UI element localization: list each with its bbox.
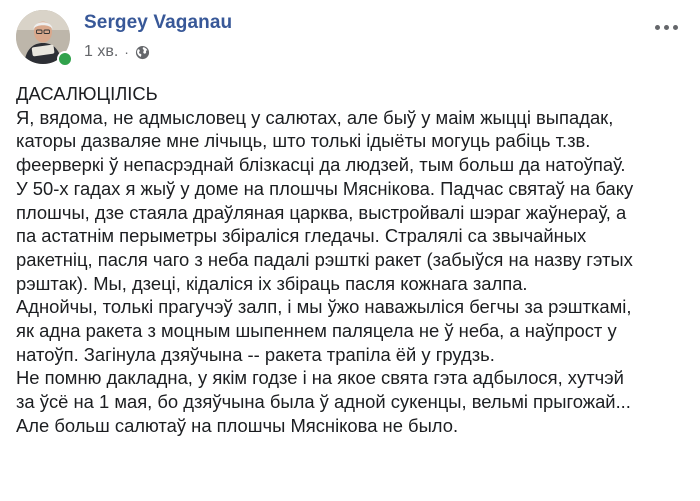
more-dot <box>655 25 660 30</box>
post-text-line: Не помню дакладна, у якім годзе і на якое свята гэта адбылося, хутчэй <box>16 367 624 389</box>
more-dot <box>673 25 678 30</box>
post-text-line: рэштак). Мы, дзеці, кідаліся іх збіраць пасля кожнага залпа. <box>16 272 528 294</box>
post-text <box>16 82 688 438</box>
post-text-line: Я, вядома, не адмысловец у салютах, але быў у маім жыцці выпадак, <box>16 106 614 128</box>
globe-icon[interactable] <box>135 45 150 60</box>
more-dot <box>664 25 669 30</box>
author-name-link[interactable]: Sergey Vaganau <box>84 12 233 33</box>
meta-separator: · <box>124 44 129 60</box>
post-text-line: плошчы, дзе стаяла драўляная царква, выстройвалі шэраг жаўнераў, а <box>16 201 627 223</box>
post-text-line: каторы дазваляе мне лічыць, што толькі ідыёты могуць рабіць т.зв. <box>16 130 591 152</box>
post-header <box>16 10 684 70</box>
online-status-indicator <box>57 51 73 67</box>
more-options-icon[interactable] <box>648 14 684 40</box>
post-text-line: У 50-х гадах я жыў у доме на плошчы Мяснікова. Падчас святаў на баку <box>16 177 634 199</box>
post-text-line: ракетніц, пасля чаго з неба падалі рэшткі ракет (забыўся на назву гэтых <box>16 248 633 270</box>
post-text-line: Аднойчы, толькі прагучэў залп, і мы ўжо наважыліся бегчы за рэшткамі, <box>16 296 632 318</box>
post-text-line: натоўп. Загінула дзяўчына -- ракета трапіла ёй у грудзь. <box>16 343 495 365</box>
post-text-line: за ўсё на 1 мая, бо дзяўчына была ў адной сукенцы, вельмі прыгожай... <box>16 391 631 413</box>
post-title: ДАСАЛЮЦІЛІСЬ <box>16 83 158 104</box>
post-timestamp[interactable]: 1 хв. <box>84 43 119 60</box>
post-text-line: як адна ракета з моцным шыпеннем паляцела не ў неба, а наўпрост у <box>16 320 617 342</box>
post-text-line: феерверкі ў непасрэднай блізкасці да людзей, тым больш да натоўпаў. <box>16 154 626 176</box>
post-text-line: па астатнім перыметры збіраліся гледачы. Стралялі са звычайных <box>16 225 587 247</box>
post-meta <box>84 42 150 62</box>
post-text-line: Але больш салютаў на плошчы Мяснікова не было. <box>16 414 459 436</box>
